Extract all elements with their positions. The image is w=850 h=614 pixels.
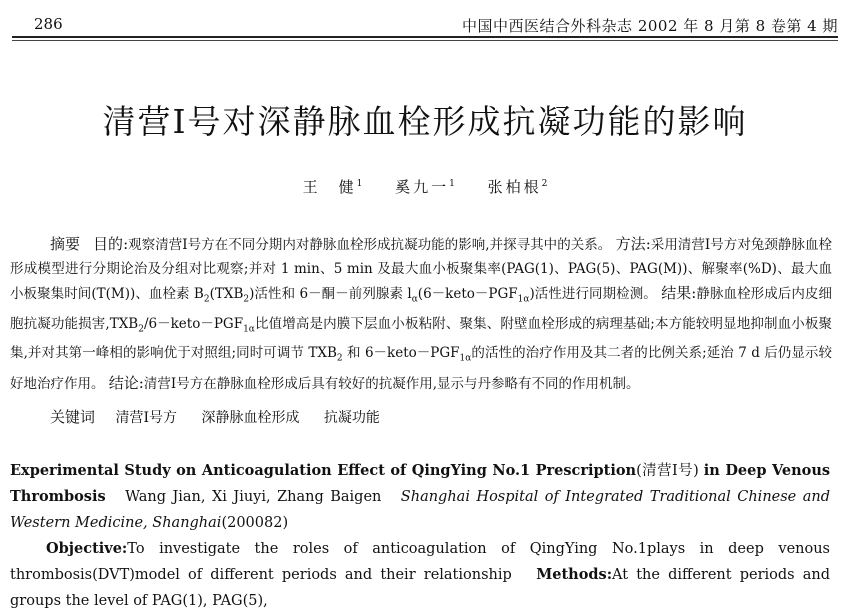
author: 奚九一$^1$ bbox=[395, 178, 455, 196]
author: 王 健$^1$ bbox=[302, 178, 363, 196]
page-header bbox=[12, 12, 838, 38]
conclusion-label: 结论: bbox=[108, 374, 144, 393]
chinese-abstract bbox=[10, 232, 832, 396]
english-methods-label: Methods: bbox=[536, 566, 613, 583]
author: 张柏根$^2$ bbox=[487, 178, 548, 196]
objective-text: To investigate the roles of anticoagulation of QingYing No.1plays in deep venous thrombosis(DVT)model of different periods and their relationship bbox=[10, 541, 830, 583]
results-text: 静脉血栓形成后内皮细胞抗凝功能损害$,TXB_2/6-keto-PGF_{1\alpha}$比值增高是内膜下层血小板粘附、聚集、附壁血栓形成的病理基础;本方能较明显地抑制血小板聚集,并对其第一峰相的影响优于对照组;同时可调节 $TXB_2$ 和 $6-keto-PGF_{1\alpha}$的活性的治疗作用及其二者的比例关系;延治 7 d 后仍显示较好地治疗作用。 bbox=[10, 286, 832, 393]
article-title: 清营Ⅰ号对深静脉血栓形成抗凝功能的影响 bbox=[102, 102, 748, 141]
conclusion-text: 清营Ⅰ号方在静脉血栓形成后具有较好的抗凝作用,显示与丹参略有不同的作用机制。 bbox=[143, 376, 640, 393]
english-methods-text: At the different periods and groups the level of PAG(1), PAG(5), bbox=[10, 567, 831, 609]
english-title-cn: (清营Ⅰ号) bbox=[636, 463, 699, 479]
purpose-text: 观察清营Ⅰ号方在不同分期内对静脉血栓形成抗凝功能的影响,并探寻其中的关系。 bbox=[128, 237, 612, 253]
methods-label: 方法: bbox=[615, 235, 651, 253]
journal-citation: 中国中西医结合外科杂志 2002 年 8 月第 8 卷第 4 期 bbox=[462, 17, 838, 35]
keyword: 深静脉血栓形成 bbox=[201, 410, 300, 426]
methods-text: 采用清营Ⅰ号方对兔颈静脉血栓形成模型进行分期论治及分组对比观察;并对 1 min、5 min 及最大血小板聚集率(PAG(1)、PAG(5)、PAG(M))、解聚率(%D)、最大血小板聚集时间(T(M))、血栓素 $B_2(TXB_2)$活性和 6－酮－前列腺素 $l_\alpha(6-keto-PGF_{1\alpha})$活性进行同期检测。 bbox=[10, 237, 832, 305]
keyword: 抗凝功能 bbox=[323, 410, 380, 426]
objective-label: Objective: bbox=[46, 540, 128, 557]
purpose-label: 目的: bbox=[93, 235, 129, 253]
english-title-end: in Deep Venous Thrombosis bbox=[10, 462, 831, 505]
author-list bbox=[0, 176, 850, 197]
results-label: 结果: bbox=[661, 284, 697, 302]
keyword: 清营Ⅰ号方 bbox=[115, 410, 177, 426]
keywords-label: 关键词 bbox=[50, 408, 96, 426]
postcode: (200082) bbox=[221, 515, 289, 531]
page-number: 286 bbox=[34, 15, 63, 33]
header-rule bbox=[12, 40, 838, 41]
english-authors: Wang Jian, Xi Jiuyi, Zhang Baigen bbox=[125, 489, 382, 505]
english-title: Experimental Study on Anticoagulation Effect of QingYing No.1 Prescription bbox=[10, 462, 637, 479]
english-affiliation: Shanghai Hospital of Integrated Traditional Chinese and Western Medicine, Shanghai bbox=[10, 489, 831, 531]
abstract-label: 摘要 bbox=[50, 235, 81, 253]
english-abstract bbox=[10, 458, 830, 614]
keywords bbox=[50, 406, 400, 427]
